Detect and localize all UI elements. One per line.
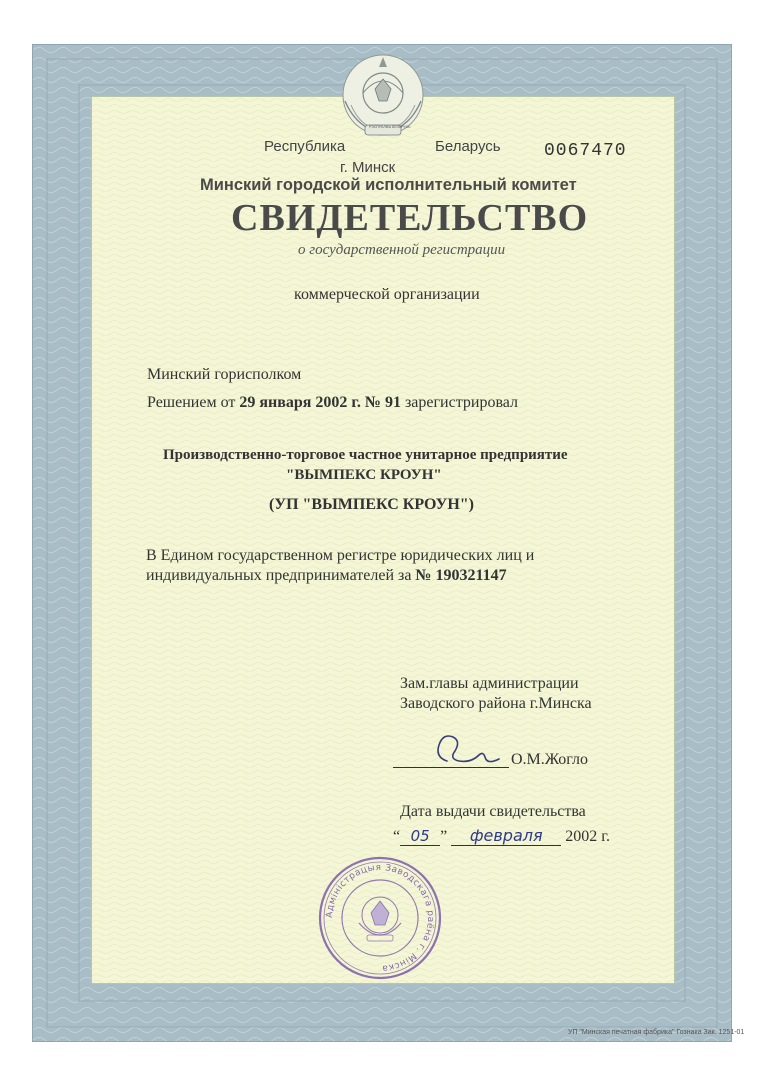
decision-prefix: Решением от [147, 394, 236, 411]
register-line1: В Едином государственном регистре юридических лиц и [146, 547, 535, 564]
issue-month: февраля [451, 826, 561, 846]
serial-number: 0067470 [544, 141, 627, 161]
signatory-position-line1: Зам.главы администрации [400, 675, 579, 692]
document-subtitle: о государственной регистрации [298, 242, 506, 258]
print-code: УП "Минская печатная фабрика" Гознака Зак. 1251-01 [568, 1029, 745, 1036]
stamp-ring-text: Адміністрацыя Заводскага раёна г. Мінска [324, 862, 436, 974]
signature [425, 727, 505, 771]
document-title: СВИДЕТЕЛЬСТВО [231, 197, 589, 239]
country-left: Республика [264, 138, 346, 155]
certificate-sheet [32, 44, 745, 1042]
city: г. Минск [340, 159, 396, 176]
register-line2-prefix: индивидуальных предпринимателей за [146, 567, 412, 584]
issue-date [393, 826, 610, 846]
emblem-ribbon: РЭСПУБЛІКА БЕЛАРУСЬ [369, 125, 411, 129]
registration-decision [147, 394, 518, 412]
register-line2 [146, 567, 507, 585]
date-quote-close: ” [440, 828, 448, 845]
issue-year: 2002 г. [565, 828, 610, 845]
date-quote-open: “ [393, 828, 401, 845]
signatory-position-line2: Заводского района г.Минска [400, 695, 592, 712]
company-full-name-line2: "ВЫМПЕКС КРОУН" [286, 467, 442, 483]
registrar-body: Минский горисполком [147, 366, 302, 383]
company-full-name-line1: Производственно-торговое частное унитарное предприятие [163, 447, 568, 463]
organization-type: коммерческой организации [294, 286, 480, 303]
signatory-name: О.М.Жогло [511, 751, 589, 768]
issue-date-label: Дата выдачи свидетельства [400, 803, 586, 820]
country-right: Беларусь [435, 138, 501, 155]
company-short-name: (УП "ВЫМПЕКС КРОУН") [269, 496, 474, 513]
decision-suffix: зарегистрировал [404, 394, 519, 411]
decision-date: 29 января 2002 г. № 91 [239, 394, 401, 411]
state-emblem [337, 49, 429, 145]
authority: Минский городской исполнительный комитет [200, 176, 577, 194]
official-stamp [315, 853, 445, 983]
register-number: № 190321147 [415, 567, 507, 584]
issue-day: 05 [400, 827, 440, 846]
